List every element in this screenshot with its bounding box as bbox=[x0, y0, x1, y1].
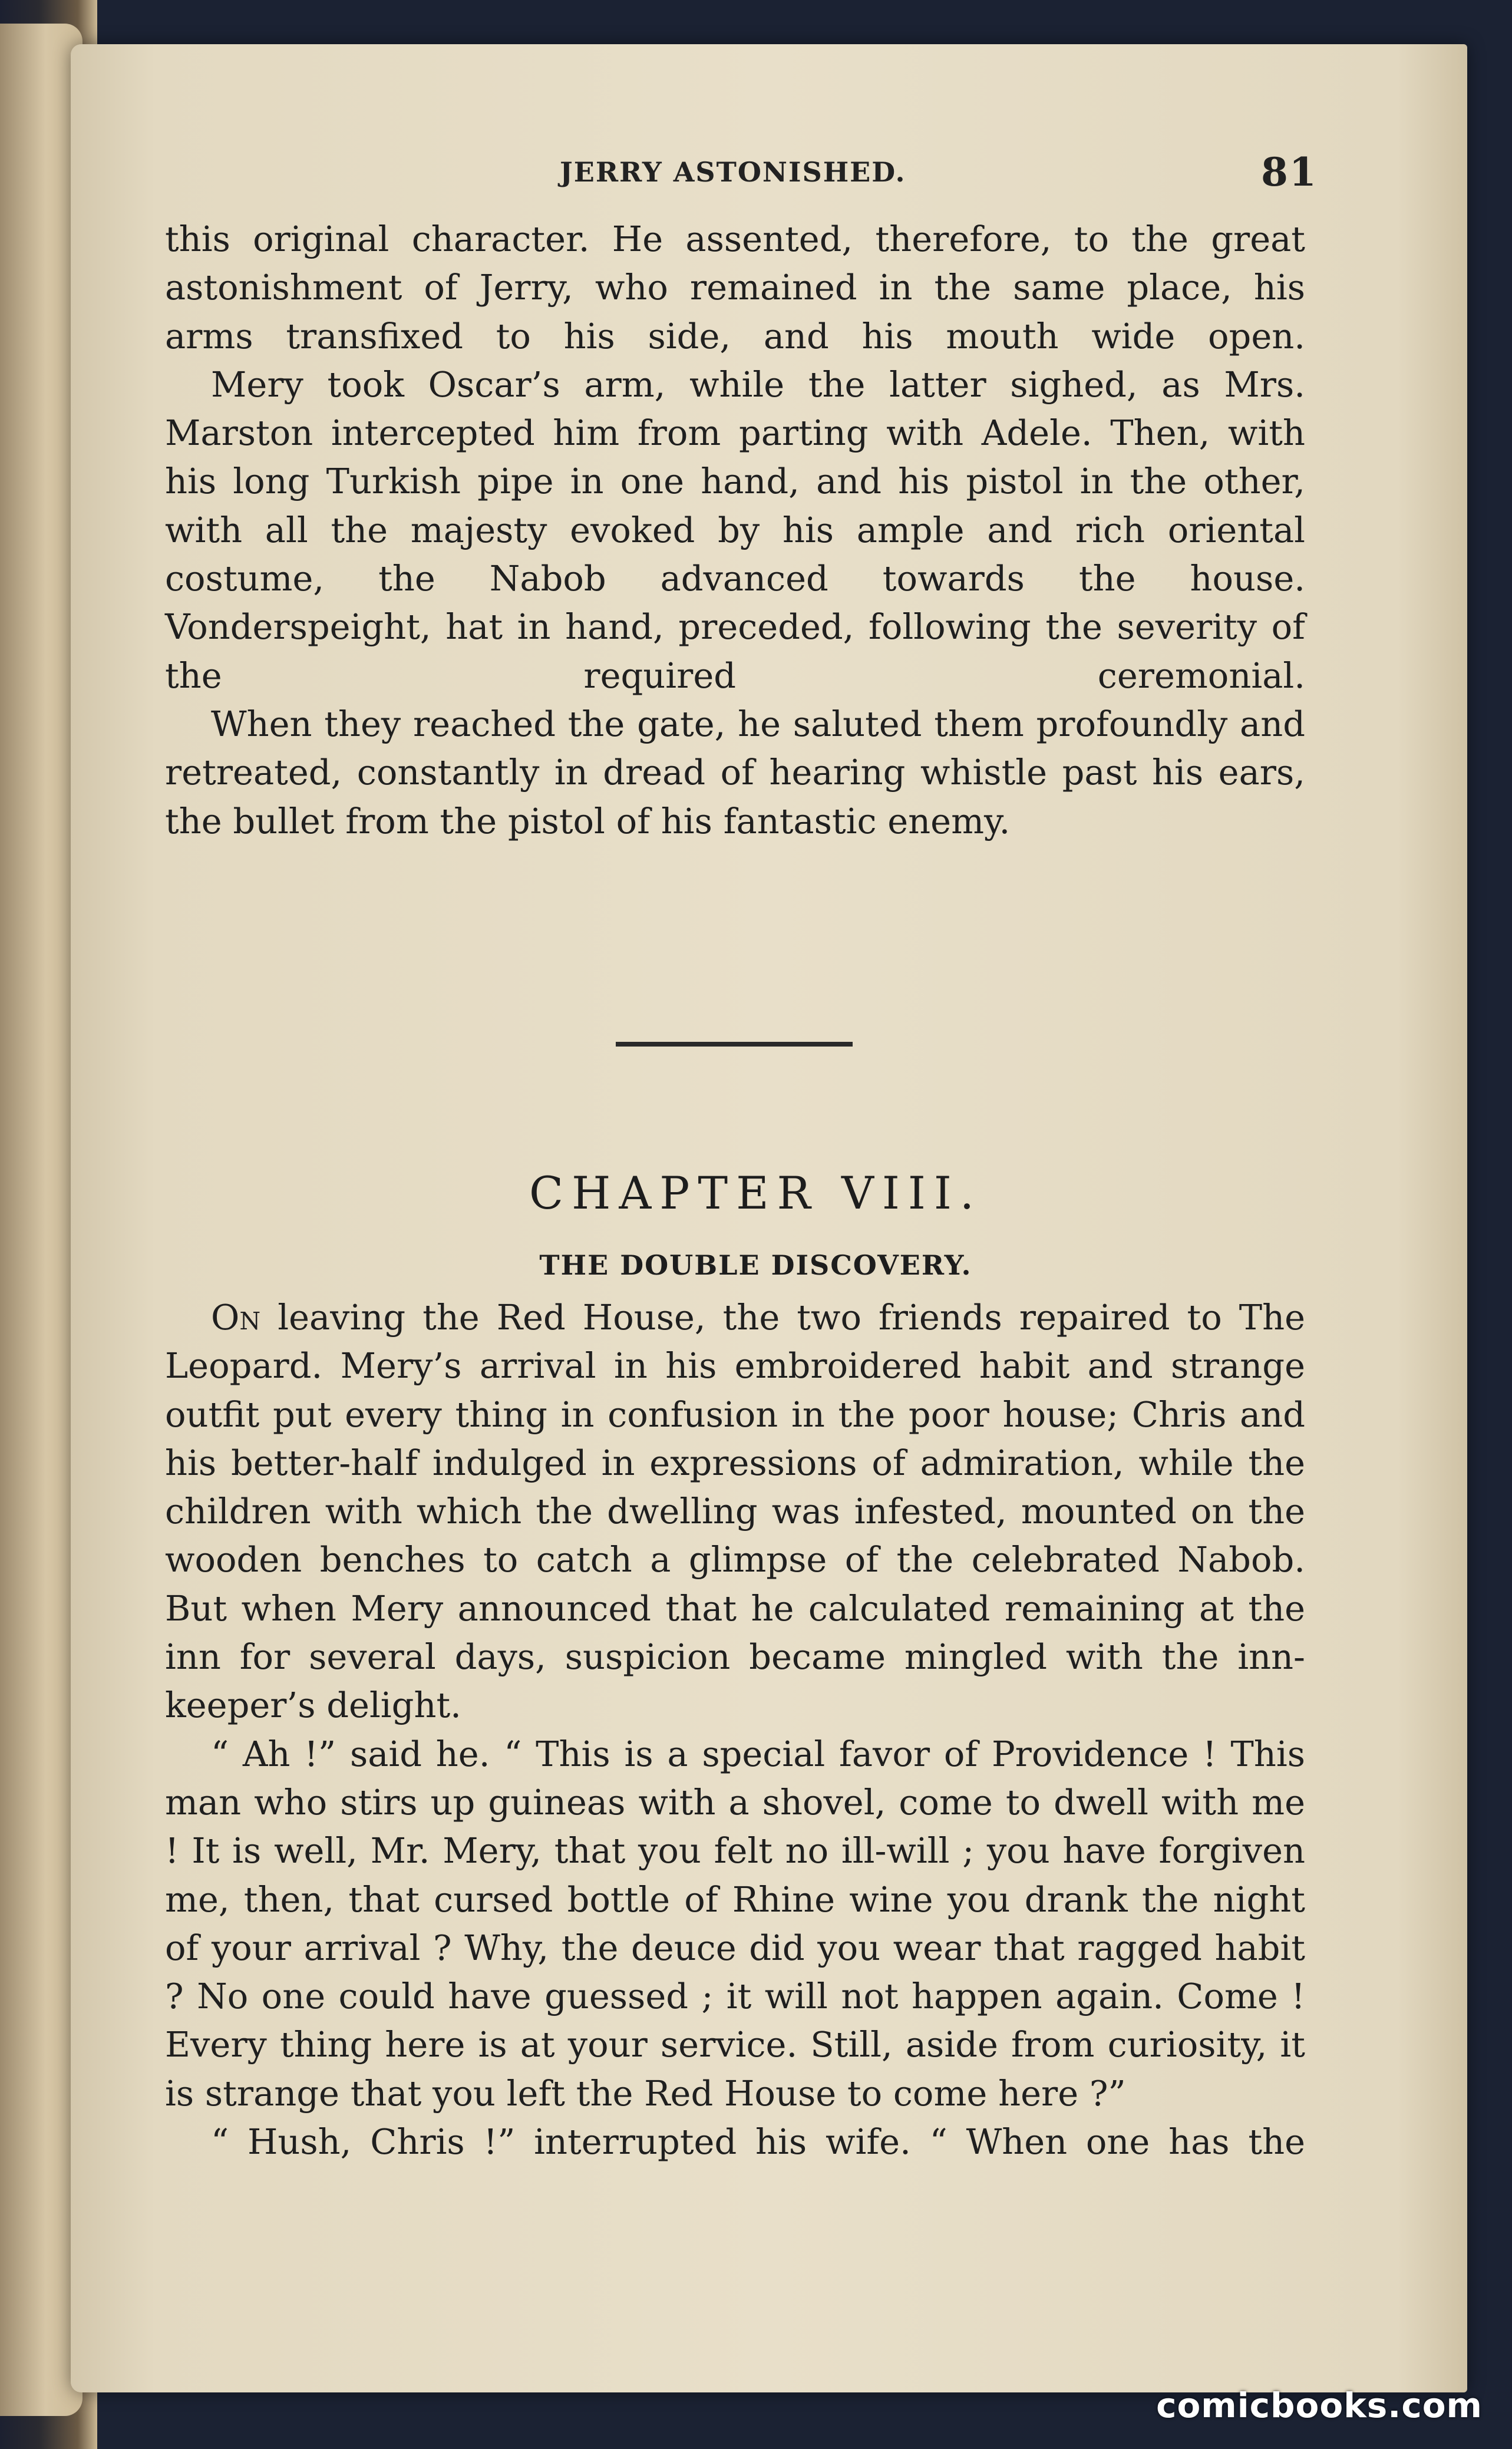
section-divider-rule bbox=[616, 1042, 853, 1047]
section-1-text bbox=[165, 215, 1305, 910]
chapter-paragraph-3: “ Hush, Chris !” interrupted his wife. “ When one has the bbox=[211, 2121, 1305, 2163]
chapter-paragraph-1-text: leaving the Red House, the two friends repaired to The Leopard. Mery’s arrival in his embroidered habit and strange outfit put every thing in confusion in the poor house; Chris and his better-half indulged in expressions of admiration, while the children with which the dwelling was infested, mounted on the wooden benches to catch a glimpse of the celebrated Nabob. But when Mery announced that he calculated remaining at the inn for several days, suspicion became mingled with the inn-keeper’s delight. bbox=[165, 1297, 1305, 1726]
paragraph-3: When they reached the gate, he saluted them profoundly and retreated, constantly in dread of hearing whistle past his ears, the bullet from the pistol of his fantastic enemy. bbox=[165, 703, 1305, 841]
paragraph-2: Mery took Oscar’s arm, while the latter sighed, as Mrs. Marston intercepted him from parting with Adele. Then, with his long Turkish pipe in one hand, and his pistol in the other, with all the majesty evoked by his ample and rich oriental costume, the Nabob advanced towards the house. Vonderspeight, hat in hand, preceded, following the severity of the required ceremonial. bbox=[165, 364, 1305, 696]
section-2-text bbox=[165, 1293, 1305, 2166]
chapter-paragraph-1 bbox=[165, 1293, 1305, 1730]
first-word: On bbox=[211, 1297, 261, 1338]
watermark: comicbooks.com bbox=[1156, 2385, 1483, 2425]
chapter-subtitle: THE DOUBLE DISCOVERY. bbox=[539, 1249, 972, 1281]
running-head-title: JERRY ASTONISHED. bbox=[560, 156, 906, 188]
chapter-heading: CHAPTER VIII. bbox=[529, 1167, 983, 1219]
facing-page-edge bbox=[0, 24, 82, 2416]
page-number: 81 bbox=[1261, 149, 1318, 195]
paragraph-1: this original character. He assented, therefore, to the great astonishment of Jerry, who remained in the same place, his arms transfixed to his side, and his mouth wide open. bbox=[165, 219, 1305, 357]
book-page bbox=[71, 44, 1467, 2392]
chapter-paragraph-2: “ Ah !” said he. “ This is a special favor of Providence ! This man who stirs up guineas with a shovel, come to dwell with me ! It is well, Mr. Mery, that you felt no ill-will ; you have forgiven me, then, that cursed bottle of Rhine wine you drank the night of your arrival ? Why, the deuce did you wear that ragged habit ? No one could have guessed ; it will not happen again. Come ! Every thing here is at your service. Still, aside from curiosity, it is strange that you left the Red House to come here ?” bbox=[165, 1733, 1305, 2114]
